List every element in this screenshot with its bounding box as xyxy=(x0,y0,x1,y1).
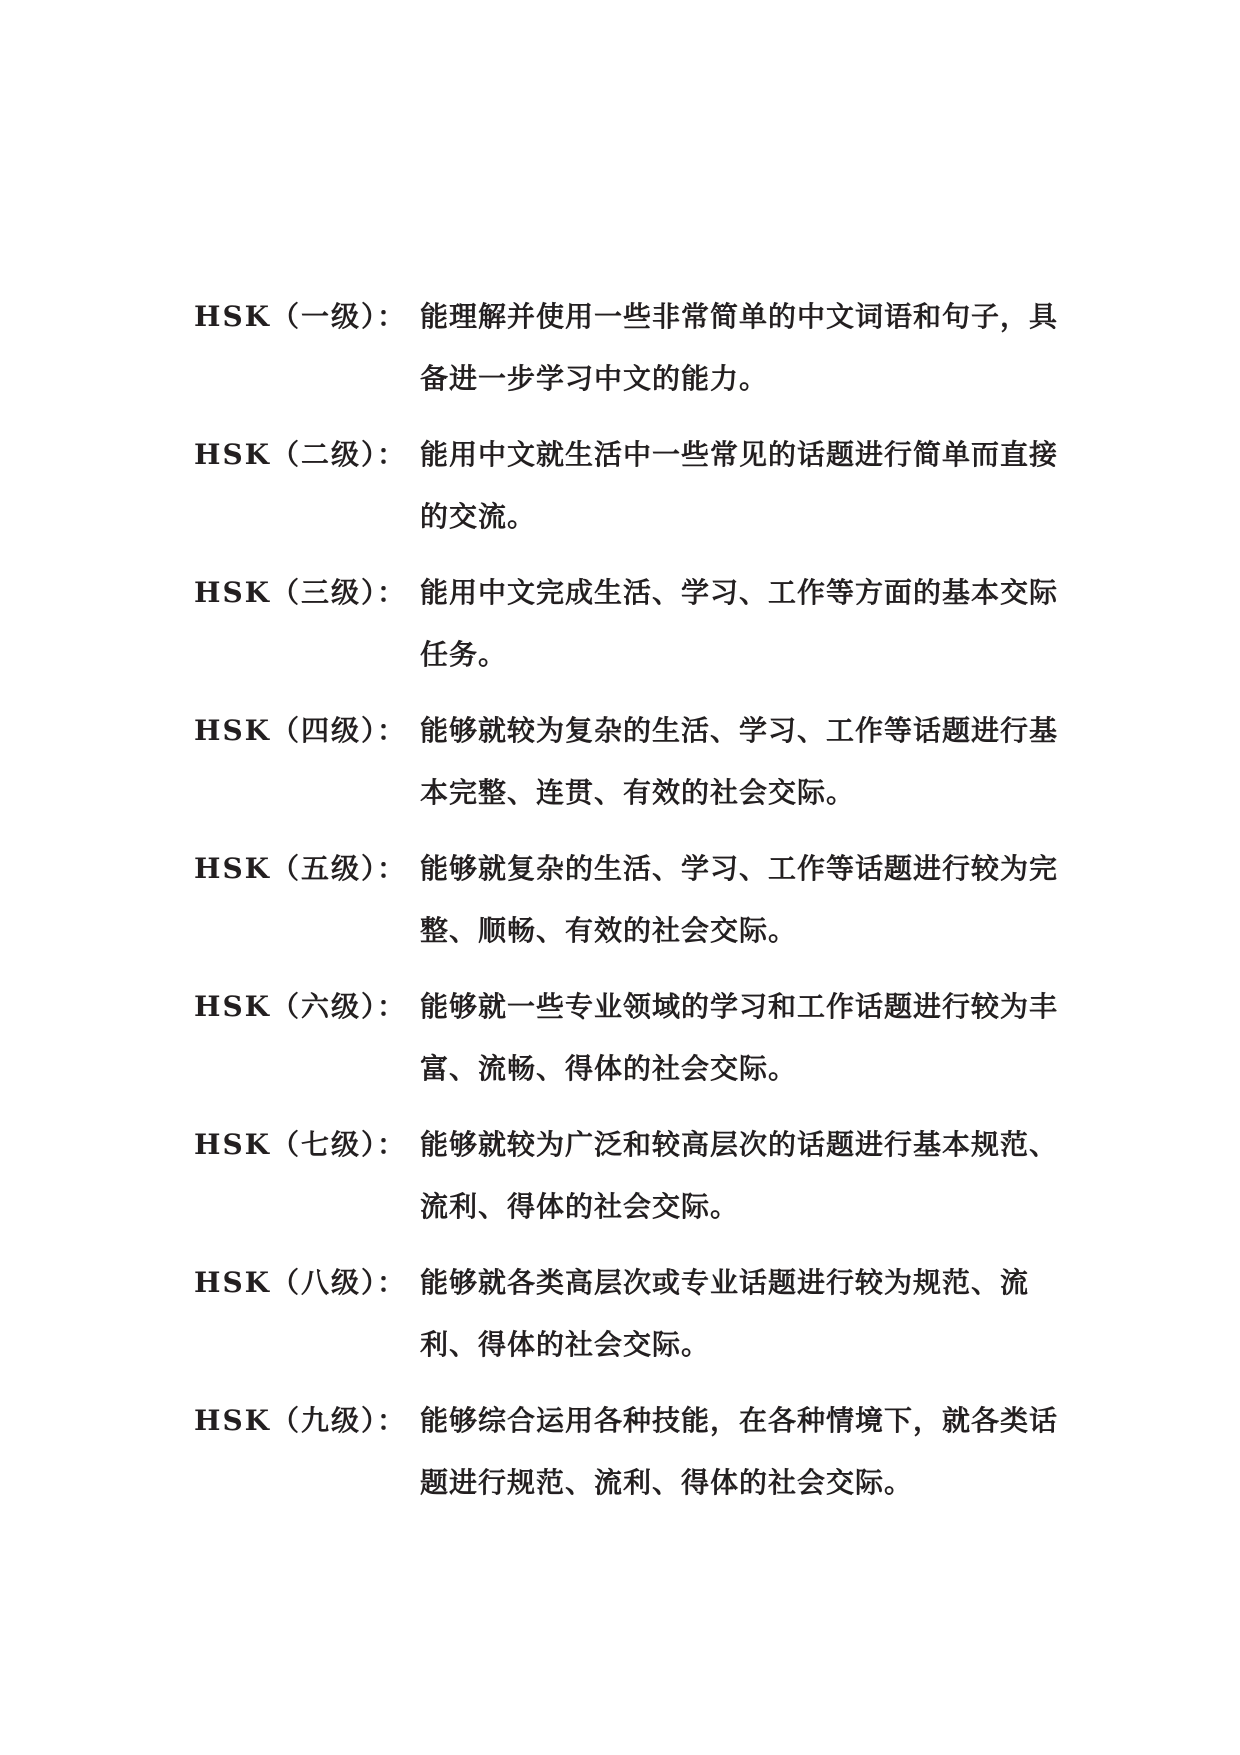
level-description: 能够综合运用各种技能，在各种情境下，就各类话题进行规范、流利、得体的社会交际。 xyxy=(420,1404,1059,1499)
level-label: HSK（七级）： xyxy=(194,1128,408,1161)
hsk-level-2 xyxy=(194,424,1094,548)
level-label: HSK（八级）： xyxy=(194,1266,408,1299)
level-description: 能够就各类高层次或专业话题进行较为规范、流利、得体的社会交际。 xyxy=(420,1266,1030,1361)
hsk-level-1 xyxy=(194,286,1094,410)
level-description: 能用中文就生活中一些常见的话题进行简单而直接的交流。 xyxy=(420,438,1059,533)
level-description: 能理解并使用一些非常简单的中文词语和句子，具备进一步学习中文的能力。 xyxy=(420,300,1059,395)
hsk-level-4 xyxy=(194,700,1094,824)
hsk-level-9 xyxy=(194,1390,1094,1514)
level-description: 能够就一些专业领域的学习和工作话题进行较为丰富、流畅、得体的社会交际。 xyxy=(420,990,1059,1085)
level-description: 能用中文完成生活、学习、工作等方面的基本交际任务。 xyxy=(420,576,1059,671)
level-label: HSK（三级）： xyxy=(194,576,408,609)
level-description: 能够就复杂的生活、学习、工作等话题进行较为完整、顺畅、有效的社会交际。 xyxy=(420,852,1059,947)
level-description: 能够就较为复杂的生活、学习、工作等话题进行基本完整、连贯、有效的社会交际。 xyxy=(420,714,1059,809)
level-label: HSK（二级）： xyxy=(194,438,408,471)
level-label: HSK（六级）： xyxy=(194,990,408,1023)
hsk-level-8 xyxy=(194,1252,1094,1376)
level-label: HSK（四级）： xyxy=(194,714,408,747)
hsk-level-6 xyxy=(194,976,1094,1100)
hsk-level-7 xyxy=(194,1114,1094,1238)
hsk-level-5 xyxy=(194,838,1094,962)
level-label: HSK（九级）： xyxy=(194,1404,408,1437)
level-label: HSK（一级）： xyxy=(194,300,408,333)
level-label: HSK（五级）： xyxy=(194,852,408,885)
hsk-level-list xyxy=(194,286,1094,1528)
hsk-level-3 xyxy=(194,562,1094,686)
level-description: 能够就较为广泛和较高层次的话题进行基本规范、流利、得体的社会交际。 xyxy=(420,1128,1059,1223)
